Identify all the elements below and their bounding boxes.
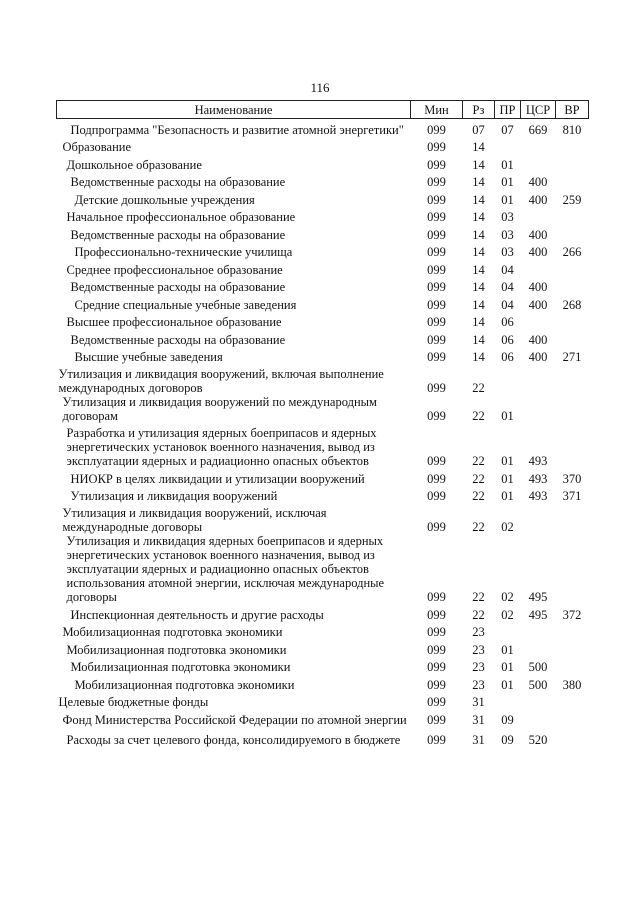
table-row [57,692,589,710]
table-row [57,277,589,295]
cell-vr [556,692,589,710]
cell-csr: 493 [528,489,548,503]
cell-pr: 04 [501,262,514,277]
cell-name: Ведомственные расходы на образование [70,280,286,294]
cell-csr [521,395,556,423]
cell-min: 099 [427,280,446,294]
table-row [57,657,589,675]
cell-rz: 14 [472,297,485,312]
cell-min: 099 [427,590,446,604]
cell-min: 099 [427,175,446,189]
cell-csr [521,259,556,277]
cell-csr [521,154,556,172]
cell-vr: 810 [562,122,582,137]
cell-pr: 04 [501,280,514,294]
cell-rz: 23 [472,625,485,639]
cell-csr: 500 [528,677,548,692]
cell-pr: 01 [501,175,514,189]
cell-name: Подпрограмма "Безопасность и развитие атомной энергетики" [70,122,404,137]
cell-name: Мобилизационная подготовка экономики [74,677,295,692]
cell-pr [495,692,521,710]
column-header-vr: ВР [556,101,589,119]
cell-rz: 22 [472,381,485,395]
cell-rz: 22 [472,607,485,622]
cell-vr: 372 [562,607,582,622]
cell-rz: 14 [472,227,485,242]
cell-pr: 01 [501,192,514,207]
cell-min: 099 [427,315,446,329]
cell-rz: 23 [472,660,485,674]
table-row [57,468,589,486]
cell-pr: 01 [501,409,514,423]
column-header-rz: Рз [463,101,495,119]
table-row [57,364,589,395]
cell-name: Мобилизационная подготовка экономики [66,642,287,657]
cell-min: 099 [427,695,446,709]
cell-rz: 31 [472,712,485,727]
cell-vr [556,172,589,190]
table-row [57,423,589,468]
table-row [57,329,589,347]
cell-csr [521,709,556,727]
cell-csr: 520 [528,733,548,747]
table-row [57,503,589,534]
cell-rz: 07 [472,122,485,137]
table-row [57,189,589,207]
cell-pr: 03 [501,245,514,259]
cell-vr [556,639,589,657]
cell-csr: 500 [528,660,548,674]
cell-rz: 23 [472,677,485,692]
cell-name: Ведомственные расходы на образование [70,227,286,242]
table-row [57,604,589,622]
table-row [57,224,589,242]
cell-vr [556,137,589,155]
cell-rz: 31 [472,733,485,747]
cell-pr: 01 [501,660,514,674]
cell-vr [556,534,589,604]
cell-name: Ведомственные расходы на образование [70,175,286,189]
cell-csr: 400 [528,280,548,294]
cell-pr: 01 [501,677,514,692]
cell-min: 099 [427,677,446,692]
cell-name: Высшее профессиональное образование [66,315,282,329]
cell-pr: 02 [501,520,514,534]
cell-pr [495,364,521,395]
cell-csr: 669 [528,122,548,137]
budget-table [56,100,589,747]
cell-vr [556,312,589,330]
cell-vr: 271 [562,350,582,364]
cell-min: 099 [427,122,446,137]
cell-pr: 09 [501,733,514,747]
cell-min: 099 [427,332,446,347]
table-row [57,709,589,727]
cell-min: 099 [427,350,446,364]
cell-name: Целевые бюджетные фонды [58,695,209,709]
cell-vr [556,154,589,172]
table-row [57,294,589,312]
table-header [57,101,589,119]
cell-name: Средние специальные учебные заведения [74,297,297,312]
table-row [57,119,589,137]
cell-min: 099 [427,520,446,534]
cell-name: Высшие учебные заведения [74,350,223,364]
cell-vr [556,207,589,225]
cell-name: НИОКР в целях ликвидации и утилизации вооружений [70,471,365,486]
table-row [57,622,589,640]
cell-pr: 01 [501,642,514,657]
cell-csr: 400 [528,245,548,259]
cell-name: Образование [62,140,132,154]
cell-min: 099 [427,607,446,622]
column-header-min: Мин [411,101,463,119]
cell-rz: 14 [472,332,485,347]
cell-csr [521,503,556,534]
table-row [57,154,589,172]
cell-csr: 493 [528,454,548,468]
cell-name: Начальное профессиональное образование [66,210,296,224]
cell-rz: 23 [472,642,485,657]
cell-name: Утилизация и ликвидация вооружений, исключая международные договоры [62,506,327,534]
cell-pr: 04 [501,297,514,312]
cell-pr: 02 [501,590,514,604]
cell-name: Профессионально-технические училища [74,245,293,259]
cell-min: 099 [427,381,446,395]
page-number: 116 [310,80,330,95]
cell-name: Утилизация и ликвидация вооружений [70,489,278,503]
cell-vr [556,622,589,640]
cell-pr: 01 [501,471,514,486]
cell-min: 099 [427,660,446,674]
cell-pr: 07 [501,122,514,137]
cell-vr [556,727,589,748]
table-row [57,534,589,604]
cell-min: 099 [427,227,446,242]
cell-vr: 380 [562,677,582,692]
cell-pr: 01 [501,157,514,172]
cell-csr: 400 [528,175,548,189]
cell-csr [521,364,556,395]
cell-vr [556,277,589,295]
table-row [57,395,589,423]
cell-vr [556,364,589,395]
cell-rz: 22 [472,454,485,468]
cell-vr: 370 [562,471,582,486]
cell-csr: 400 [528,192,548,207]
cell-min: 099 [427,625,446,639]
column-header-name: Наименование [57,101,411,119]
cell-min: 099 [427,245,446,259]
cell-name: Инспекционная деятельность и другие расходы [70,607,324,622]
cell-min: 099 [427,140,446,154]
table-row [57,137,589,155]
cell-min: 099 [427,192,446,207]
cell-rz: 14 [472,350,485,364]
table-row [57,674,589,692]
cell-min: 099 [427,157,446,172]
table-row [57,312,589,330]
cell-rz: 14 [472,210,485,224]
cell-name: Утилизация и ликвидация ядерных боеприпасов и ядерных энергетических установок военного назначения, вывод из эксплуатации ядерных и радиационно опасных объектов использования атомной энергии, исключая международные договоры [66,534,385,604]
cell-vr [556,224,589,242]
cell-min: 099 [427,210,446,224]
cell-rz: 14 [472,245,485,259]
cell-name: Детские дошкольные учреждения [74,192,255,207]
table-row [57,259,589,277]
table-body [57,119,589,748]
cell-vr [556,329,589,347]
cell-min: 099 [427,471,446,486]
table-row [57,207,589,225]
table-row [57,486,589,504]
cell-rz: 14 [472,192,485,207]
cell-name: Ведомственные расходы на образование [70,332,286,347]
cell-rz: 14 [472,175,485,189]
cell-pr [495,622,521,640]
cell-rz: 22 [472,520,485,534]
cell-csr: 400 [528,297,548,312]
cell-min: 099 [427,733,446,747]
cell-pr: 01 [501,454,514,468]
column-header-csr: ЦСР [521,101,556,119]
cell-rz: 14 [472,315,485,329]
cell-pr: 03 [501,227,514,242]
cell-min: 099 [427,712,446,727]
cell-rz: 22 [472,409,485,423]
cell-name: Утилизация и ликвидация вооружений, включая выполнение международных договоров [58,367,384,395]
cell-csr: 400 [528,227,548,242]
table-row [57,639,589,657]
cell-pr: 06 [501,332,514,347]
table-row [57,347,589,365]
cell-min: 099 [427,409,446,423]
cell-name: Утилизация и ликвидация вооружений по международным договорам [62,395,377,423]
cell-rz: 14 [472,262,485,277]
cell-pr: 03 [501,210,514,224]
table-row [57,242,589,260]
table-row [57,172,589,190]
cell-csr [521,639,556,657]
cell-csr [521,622,556,640]
table-row [57,727,589,748]
cell-min: 099 [427,297,446,312]
cell-min: 099 [427,642,446,657]
cell-name: Разработка и утилизация ядерных боеприпасов и ядерных энергетических установок военного назначения, вывод из эксплуатации ядерных и радиационно опасных объектов [66,426,377,468]
cell-vr: 266 [562,245,582,259]
cell-name: Расходы за счет целевого фонда, консолидируемого в бюджете [66,733,401,747]
cell-rz: 22 [472,471,485,486]
cell-vr [556,395,589,423]
cell-pr: 02 [501,607,514,622]
cell-rz: 22 [472,590,485,604]
cell-min: 099 [427,489,446,503]
cell-pr: 06 [501,315,514,329]
cell-pr: 01 [501,489,514,503]
cell-rz: 31 [472,695,485,709]
cell-csr [521,207,556,225]
cell-csr: 400 [528,332,548,347]
cell-csr: 493 [528,471,548,486]
cell-csr [521,312,556,330]
cell-pr: 06 [501,350,514,364]
cell-name: Мобилизационная подготовка экономики [70,660,291,674]
cell-vr [556,423,589,468]
cell-rz: 14 [472,280,485,294]
column-header-pr: ПР [495,101,521,119]
cell-pr [495,137,521,155]
cell-pr: 09 [501,712,514,727]
cell-rz: 22 [472,489,485,503]
cell-vr: 259 [562,192,582,207]
cell-vr: 371 [562,489,582,503]
cell-vr [556,259,589,277]
cell-min: 099 [427,262,446,277]
cell-rz: 14 [472,140,485,154]
cell-name: Среднее профессиональное образование [66,262,283,277]
cell-csr [521,692,556,710]
cell-rz: 14 [472,157,485,172]
cell-csr [521,137,556,155]
cell-csr: 495 [528,590,548,604]
cell-name: Фонд Министерства Российской Федерации по атомной энергии [62,712,407,727]
cell-vr: 268 [562,297,582,312]
cell-csr: 495 [528,607,548,622]
cell-name: Мобилизационная подготовка экономики [62,625,283,639]
cell-vr [556,657,589,675]
cell-name: Дошкольное образование [66,157,202,172]
cell-vr [556,503,589,534]
cell-csr: 400 [528,350,548,364]
cell-vr [556,709,589,727]
cell-min: 099 [427,454,446,468]
